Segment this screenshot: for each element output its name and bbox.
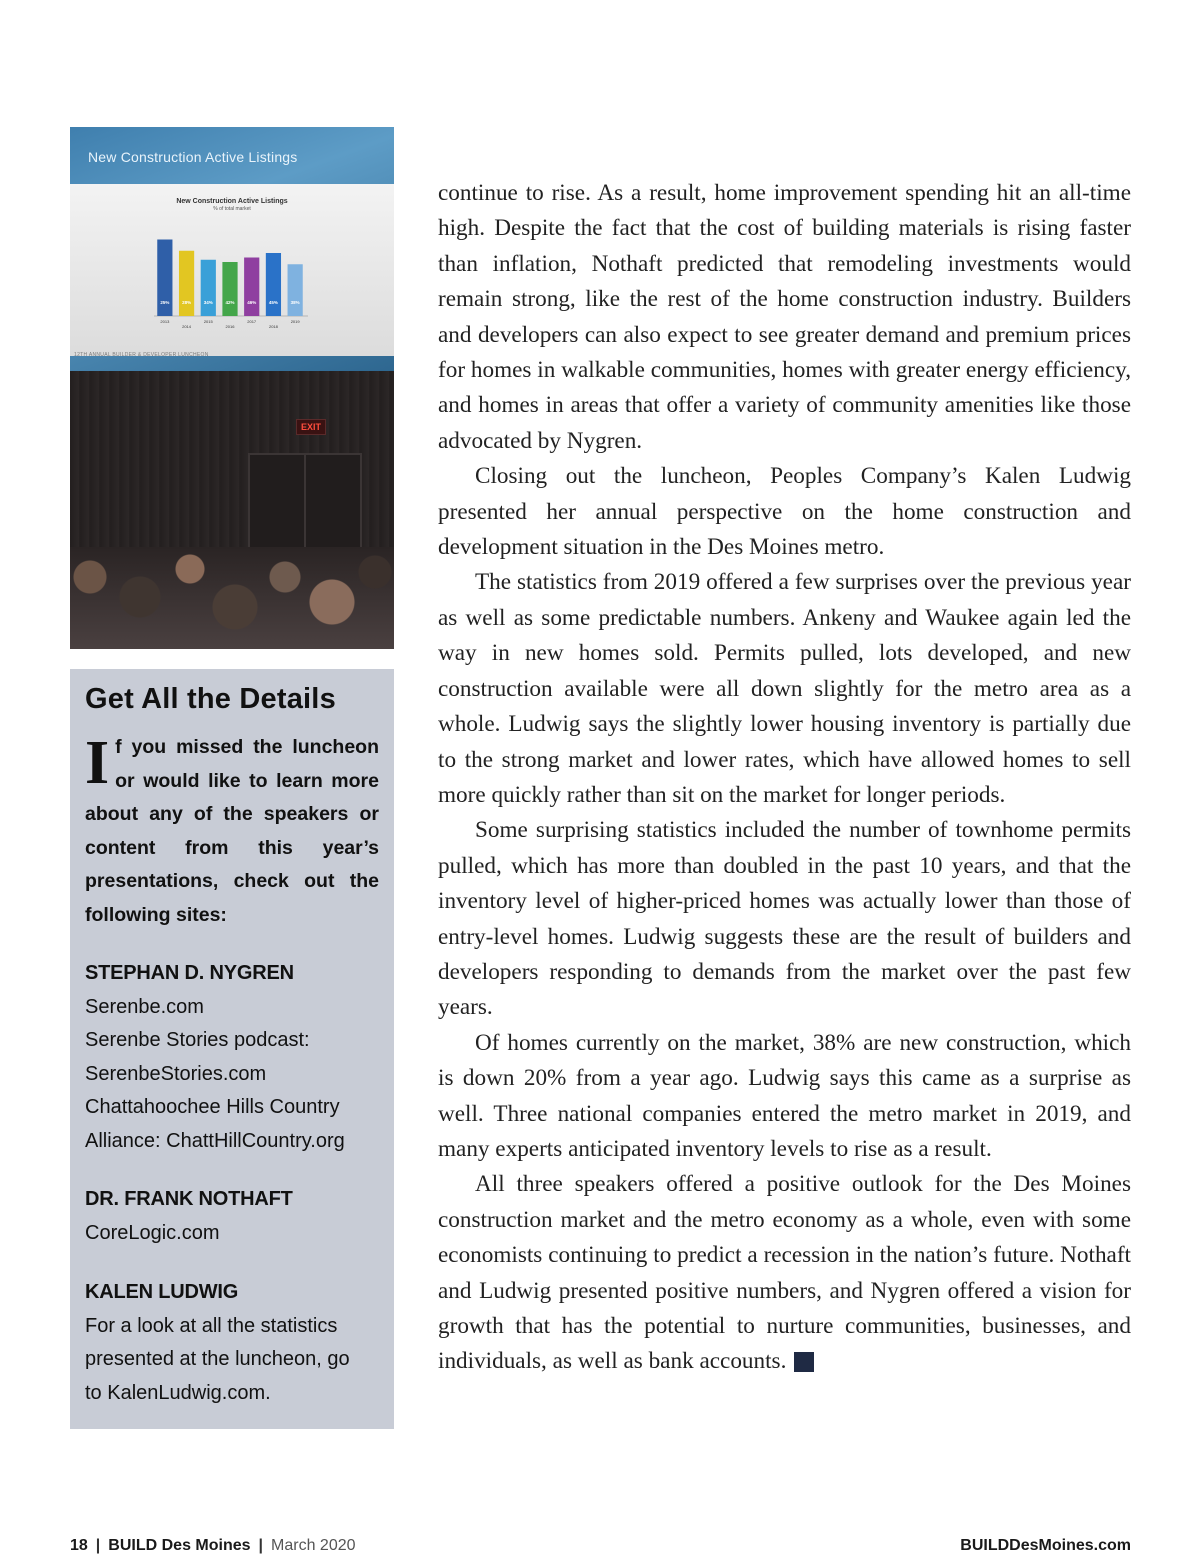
resource-nothaft: [85, 1183, 385, 1250]
presentation-slide: [70, 184, 394, 356]
article-body: [438, 176, 1131, 1380]
resource-link[interactable]: SerenbeStories.com: [85, 1062, 267, 1085]
slide-chart-tick-label: 2013: [160, 319, 170, 324]
resource-link[interactable]: CoreLogic.com: [85, 1221, 220, 1244]
resource-line: presented at the luncheon, go: [85, 1348, 350, 1370]
publication-name: BUILD Des Moines: [108, 1537, 251, 1554]
footer-website[interactable]: BUILDDesMoines.com: [960, 1537, 1131, 1554]
page-number: 18: [70, 1537, 88, 1554]
sidebar-intro-text: f you missed the luncheon or would like to learn more about any of the speakers or content from this year’s presentations, check out the following sites:: [85, 736, 379, 926]
article-paragraph: continue to rise. As a result, home improvement spending hit an all-time high. Despite the fact that the cost of building materials is rising faster than inflation, Nothaft predicted that remodeling investments would remain strong, like the rest of the home construction industry. Builders and developers can also expect to see greater demand and premium prices for homes in walkable communities, homes with greater energy efficiency, and homes in areas that offer a variety of community amenities like those advocated by Nygren.: [438, 180, 1131, 454]
speaker-name: STEPHAN D. NYGREN: [85, 962, 294, 984]
slide-chart-bar: [179, 251, 194, 316]
resource-nygren: [85, 957, 385, 1158]
resource-link[interactable]: to KalenLudwig.com.: [85, 1381, 271, 1404]
slide-footer: 12TH ANNUAL BUILDER & DEVELOPER LUNCHEON: [74, 352, 209, 358]
slide-chart-data-label: 46%: [247, 300, 257, 305]
details-sidebar: [70, 669, 394, 1429]
resource-link[interactable]: Alliance: ChattHillCountry.org: [85, 1129, 345, 1152]
slide-chart-tick-label: 2018: [268, 324, 278, 329]
resource-line: Chattahoochee Hills Country: [85, 1096, 340, 1118]
slide-chart-data-label: 28%: [182, 300, 192, 305]
end-mark-icon: B: [794, 1352, 814, 1372]
slide-chart-data-label: 45%: [268, 300, 278, 305]
slide-chart-data-label: 25%: [160, 300, 170, 305]
slide-chart-data-label: 34%: [203, 300, 213, 305]
exit-sign: EXIT: [296, 419, 326, 435]
slide-subtitle: % of total market: [213, 206, 251, 212]
slide-chart-bar: [288, 264, 303, 316]
article-paragraph: Of homes currently on the market, 38% are new construction, which is down 20% from a year ago. Ludwig says this came as a surprise as well. Three national companies entered the metro market in 2019, and many experts anticipated inventory levels to rise as a result.: [438, 1029, 1131, 1162]
projection-screen: [70, 127, 394, 371]
page-footer: [70, 1537, 356, 1555]
article-paragraph: The statistics from 2019 offered a few surprises over the previous year as well as some predictable numbers. Ankeny and Waukee again led the way in new homes sold. Permits pulled, lots developed, and new construction available were all down slightly for the metro area as a whole. Ludwig says the slightly lower housing inventory is partially due to the strong market and lower rates, which have allowed homes to sell more quickly rather than sit on the market for longer periods.: [438, 569, 1131, 808]
speaker-name: KALEN LUDWIG: [85, 1281, 239, 1303]
slide-chart-data-label: 42%: [225, 300, 235, 305]
event-photo: [70, 127, 394, 649]
slide-chart-bar: [266, 253, 281, 316]
slide-chart-tick-label: 2015: [203, 319, 213, 324]
article-paragraph-last: [438, 1167, 1131, 1379]
footer-separator: |: [258, 1537, 264, 1554]
speaker-name: DR. FRANK NOTHAFT: [85, 1188, 293, 1210]
slide-chart-tick-label: 2017: [247, 319, 257, 324]
slide-bar-chart: [140, 216, 310, 336]
audience: [70, 547, 394, 649]
resource-ludwig: [85, 1276, 385, 1410]
article-paragraph: Some surprising statistics included the number of townhome permits pulled, which has more than doubled in the past 10 years, and that the inventory level of higher-priced homes was actually lower than those of entry-level homes. Ludwig suggests these are the result of builders and developers responding to demands from the market over the past few years.: [438, 817, 1131, 1021]
slide-chart-bar: [201, 260, 216, 316]
slide-title: New Construction Active Listings: [176, 198, 288, 205]
drop-cap: I: [85, 729, 110, 797]
article-paragraph: Closing out the luncheon, Peoples Company’s Kalen Ludwig presented her annual perspective on the home construction and development situation in the Des Moines metro.: [438, 463, 1131, 561]
resource-link[interactable]: Serenbe.com: [85, 995, 204, 1018]
resource-line: For a look at all the statistics: [85, 1314, 338, 1337]
slide-chart-tick-label: 2014: [182, 324, 192, 329]
sidebar-intro: [85, 731, 379, 932]
sidebar-heading: Get All the Details: [85, 683, 336, 715]
slide-chart-tick-label: 2016: [225, 324, 235, 329]
screen-title: New Construction Active Listings: [88, 149, 298, 165]
slide-chart-data-label: 38%: [290, 300, 300, 305]
issue-date: March 2020: [271, 1537, 356, 1554]
slide-chart-tick-label: 2019: [290, 319, 300, 324]
footer-separator: |: [95, 1537, 101, 1554]
slide-chart-bar: [222, 262, 237, 316]
resource-line: Serenbe Stories podcast:: [85, 1029, 310, 1051]
slide-chart-bar: [244, 258, 259, 317]
article-paragraph-text: All three speakers offered a positive outlook for the Des Moines construction market and the metro economy as a whole, even with some economists continuing to predict a recession in the nation’s future. Nothaft and Ludwig presented positive numbers, and Nygren offered a vision for growth that has the potential to nurture communities, businesses, and individuals, as well as bank accounts.: [438, 1171, 1131, 1375]
